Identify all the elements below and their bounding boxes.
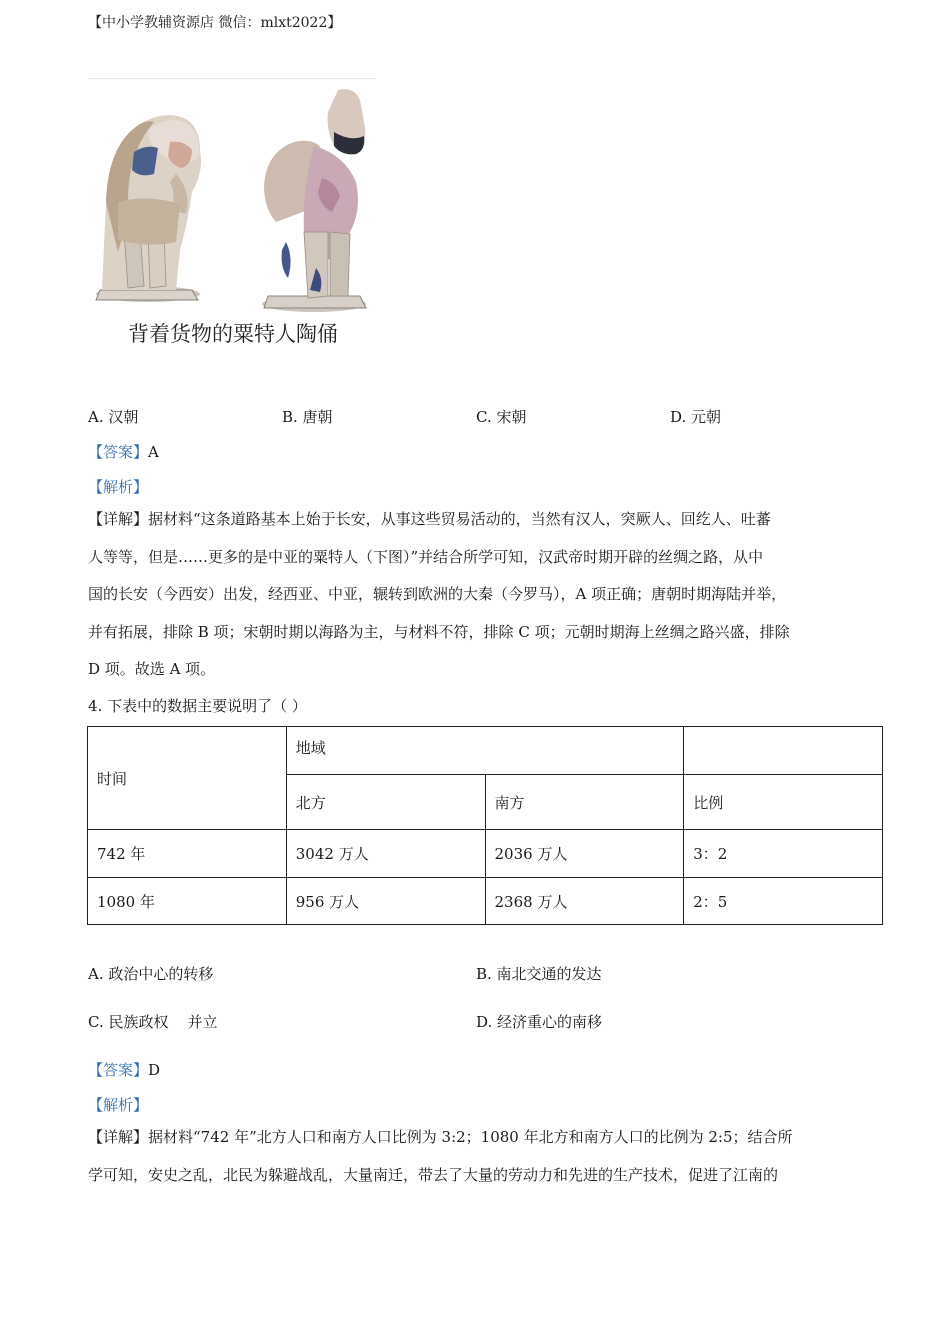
q3-option-a: A. 汉朝 <box>88 408 139 426</box>
image-top-rule <box>88 78 376 79</box>
table-cell-north: 3042 万人 <box>286 830 485 878</box>
table-cell-time: 1080 年 <box>88 878 287 925</box>
table-header-empty <box>684 727 883 775</box>
q3-detail-line: 人等等，但是……更多的是中亚的粟特人（下图）”并结合所学可知，汉武帝时期开辟的丝绸之路，从中 <box>88 547 764 566</box>
q4-option-a: A. 政治中心的转移 <box>88 965 214 983</box>
table-cell-north: 956 万人 <box>286 878 485 925</box>
table-header-ratio: 比例 <box>684 775 883 830</box>
q3-answer-tag: 【答案】 <box>88 443 149 461</box>
q3-option-c: C. 宋朝 <box>476 408 527 426</box>
table-cell-south: 2036 万人 <box>485 830 684 878</box>
page-header: 【中小学教辅资源店 微信：mlxt2022】 <box>88 15 342 31</box>
q4-answer-tag: 【答案】 <box>88 1061 149 1079</box>
q3-answer-value: A <box>148 443 159 461</box>
figure-caption: 背着货物的粟特人陶俑 <box>128 322 338 346</box>
q4-detail <box>88 1119 872 1194</box>
q4-detail-line: 【详解】据材料“742 年”北方人口和南方人口比例为 3:2；1080 年北方和南方人口的比例为 2:5；结合所 <box>88 1128 793 1146</box>
q3-detail-line: 国的长安（今西安）出发，经西亚、中亚，辗转到欧洲的大秦（今罗马），A 项正确；唐朝时期海陆并举， <box>88 585 787 603</box>
table-header-north: 北方 <box>286 775 485 830</box>
right-figurine <box>262 89 366 312</box>
q4-detail-tag: 【详解】 <box>88 1128 149 1146</box>
q3-detail-tag: 【详解】 <box>88 510 149 528</box>
q4-option-b: B. 南北交通的发达 <box>476 965 602 983</box>
q4-answer-line <box>88 1059 160 1080</box>
table-header-south: 南方 <box>485 775 684 830</box>
q4-option-c: C. 民族政权 并立 <box>88 1013 218 1031</box>
q3-option-b: B. 唐朝 <box>282 408 333 426</box>
table-header-region: 地域 <box>286 727 684 775</box>
q3-option-d: D. 元朝 <box>670 408 722 426</box>
table-header-time: 时间 <box>88 727 287 830</box>
q4-question: 4. 下表中的数据主要说明了（ ） <box>88 697 307 715</box>
q3-detail <box>88 501 872 689</box>
q4-detail-line: 学可知，安史之乱，北民为躲避战乱，大量南迁，带去了大量的劳动力和先进的生产技术，促进了江南的 <box>88 1165 779 1184</box>
population-table <box>87 726 883 925</box>
table-cell-ratio: 2：5 <box>684 878 883 925</box>
left-figurine <box>96 115 201 302</box>
table-row <box>88 878 883 925</box>
table-row <box>88 830 883 878</box>
table-cell-ratio: 3：2 <box>684 830 883 878</box>
q3-detail-line: 并有拓展，排除 B 项；宋朝时期以海路为主，与材料不符，排除 C 项；元朝时期海上丝绸之路兴盛，排除 <box>88 622 790 641</box>
q3-answer-line <box>88 441 159 462</box>
sogdian-figurines-image <box>88 82 378 352</box>
table-cell-south: 2368 万人 <box>485 878 684 925</box>
q3-analysis-tag: 【解析】 <box>88 478 149 496</box>
q3-detail-line: 【详解】据材料“这条道路基本上始于长安，从事这些贸易活动的，当然有汉人，突厥人、回纥人、吐蕃 <box>88 510 771 528</box>
q3-detail-line: D 项。故选 A 项。 <box>88 660 216 678</box>
q4-option-d: D. 经济重心的南移 <box>476 1013 603 1031</box>
q4-analysis-tag: 【解析】 <box>88 1096 149 1114</box>
table-cell-time: 742 年 <box>88 830 287 878</box>
q4-answer-value: D <box>148 1061 161 1079</box>
